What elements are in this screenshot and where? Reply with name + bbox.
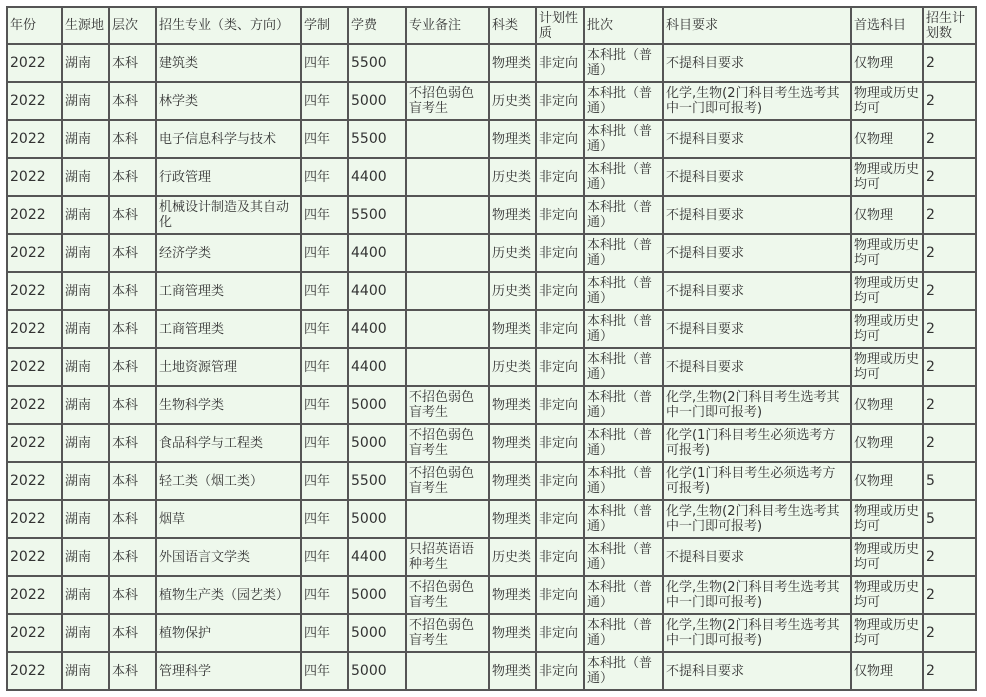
level-cell: 本科 (109, 652, 156, 690)
year-cell: 2022 (7, 234, 62, 272)
table-row (7, 82, 976, 120)
major-cell: 外国语言文学类 (156, 538, 301, 576)
header-level: 层次 (109, 7, 156, 44)
major-note-cell (406, 310, 489, 348)
duration-cell: 四年 (301, 462, 348, 500)
header-subject-requirement: 科目要求 (663, 7, 851, 44)
table-row (7, 576, 976, 614)
duration-cell: 四年 (301, 386, 348, 424)
plan-count-cell: 2 (923, 652, 976, 690)
major-cell: 经济学类 (156, 234, 301, 272)
tuition-cell: 5500 (348, 196, 406, 234)
plan-type-cell: 非定向 (536, 82, 584, 120)
level-cell: 本科 (109, 234, 156, 272)
major-note-cell (406, 348, 489, 386)
subject-requirement-cell: 化学,生物(2门科目考生选考其中一门即可报考) (663, 386, 851, 424)
plan-count-cell: 5 (923, 500, 976, 538)
duration-cell: 四年 (301, 652, 348, 690)
tuition-cell: 5000 (348, 652, 406, 690)
plan-type-cell: 非定向 (536, 44, 584, 82)
tuition-cell: 5500 (348, 44, 406, 82)
origin-cell: 湖南 (62, 424, 109, 462)
plan-type-cell: 非定向 (536, 196, 584, 234)
batch-cell: 本科批（普通） (584, 614, 663, 652)
subject-requirement-cell: 不提科目要求 (663, 196, 851, 234)
preferred-subject-cell: 仅物理 (851, 386, 923, 424)
preferred-subject-cell: 仅物理 (851, 462, 923, 500)
origin-cell: 湖南 (62, 44, 109, 82)
tuition-cell: 4400 (348, 158, 406, 196)
batch-cell: 本科批（普通） (584, 234, 663, 272)
plan-type-cell: 非定向 (536, 386, 584, 424)
header-plan-count: 招生计划数 (923, 7, 976, 44)
year-cell: 2022 (7, 348, 62, 386)
plan-type-cell: 非定向 (536, 500, 584, 538)
batch-cell: 本科批（普通） (584, 576, 663, 614)
subject-category-cell: 物理类 (489, 576, 536, 614)
header-row (7, 7, 976, 44)
preferred-subject-cell: 物理或历史均可 (851, 538, 923, 576)
level-cell: 本科 (109, 576, 156, 614)
table-row (7, 614, 976, 652)
origin-cell: 湖南 (62, 120, 109, 158)
preferred-subject-cell: 物理或历史均可 (851, 272, 923, 310)
duration-cell: 四年 (301, 234, 348, 272)
subject-requirement-cell: 化学,生物(2门科目考生选考其中一门即可报考) (663, 614, 851, 652)
subject-requirement-cell: 化学(1门科目考生必须选考方可报考) (663, 424, 851, 462)
origin-cell: 湖南 (62, 272, 109, 310)
plan-count-cell: 2 (923, 120, 976, 158)
year-cell: 2022 (7, 538, 62, 576)
plan-count-cell: 2 (923, 348, 976, 386)
subject-requirement-cell: 不提科目要求 (663, 310, 851, 348)
tuition-cell: 5000 (348, 386, 406, 424)
header-subject-category: 科类 (489, 7, 536, 44)
major-note-cell: 不招色弱色盲考生 (406, 424, 489, 462)
major-cell: 管理科学 (156, 652, 301, 690)
preferred-subject-cell: 物理或历史均可 (851, 348, 923, 386)
level-cell: 本科 (109, 158, 156, 196)
plan-count-cell: 2 (923, 538, 976, 576)
batch-cell: 本科批（普通） (584, 424, 663, 462)
major-note-cell (406, 652, 489, 690)
origin-cell: 湖南 (62, 158, 109, 196)
subject-category-cell: 物理类 (489, 462, 536, 500)
year-cell: 2022 (7, 120, 62, 158)
major-cell: 机械设计制造及其自动化 (156, 196, 301, 234)
subject-category-cell: 历史类 (489, 158, 536, 196)
level-cell: 本科 (109, 614, 156, 652)
year-cell: 2022 (7, 576, 62, 614)
subject-requirement-cell: 不提科目要求 (663, 652, 851, 690)
subject-category-cell: 历史类 (489, 538, 536, 576)
origin-cell: 湖南 (62, 82, 109, 120)
subject-requirement-cell: 不提科目要求 (663, 120, 851, 158)
origin-cell: 湖南 (62, 614, 109, 652)
tuition-cell: 4400 (348, 538, 406, 576)
origin-cell: 湖南 (62, 310, 109, 348)
subject-category-cell: 历史类 (489, 348, 536, 386)
tuition-cell: 5000 (348, 500, 406, 538)
batch-cell: 本科批（普通） (584, 652, 663, 690)
plan-type-cell: 非定向 (536, 120, 584, 158)
year-cell: 2022 (7, 462, 62, 500)
batch-cell: 本科批（普通） (584, 196, 663, 234)
level-cell: 本科 (109, 310, 156, 348)
major-cell: 工商管理类 (156, 272, 301, 310)
year-cell: 2022 (7, 196, 62, 234)
subject-requirement-cell: 化学,生物(2门科目考生选考其中一门即可报考) (663, 576, 851, 614)
plan-type-cell: 非定向 (536, 424, 584, 462)
major-cell: 土地资源管理 (156, 348, 301, 386)
level-cell: 本科 (109, 462, 156, 500)
preferred-subject-cell: 仅物理 (851, 652, 923, 690)
batch-cell: 本科批（普通） (584, 348, 663, 386)
header-year: 年份 (7, 7, 62, 44)
plan-type-cell: 非定向 (536, 538, 584, 576)
plan-count-cell: 2 (923, 44, 976, 82)
level-cell: 本科 (109, 272, 156, 310)
major-note-cell: 不招色弱色盲考生 (406, 614, 489, 652)
level-cell: 本科 (109, 386, 156, 424)
batch-cell: 本科批（普通） (584, 82, 663, 120)
year-cell: 2022 (7, 614, 62, 652)
duration-cell: 四年 (301, 500, 348, 538)
subject-category-cell: 物理类 (489, 424, 536, 462)
plan-count-cell: 2 (923, 424, 976, 462)
duration-cell: 四年 (301, 120, 348, 158)
preferred-subject-cell: 仅物理 (851, 44, 923, 82)
major-note-cell: 只招英语语种考生 (406, 538, 489, 576)
subject-category-cell: 物理类 (489, 310, 536, 348)
major-note-cell (406, 158, 489, 196)
table-row (7, 310, 976, 348)
subject-category-cell: 物理类 (489, 614, 536, 652)
duration-cell: 四年 (301, 82, 348, 120)
year-cell: 2022 (7, 310, 62, 348)
origin-cell: 湖南 (62, 234, 109, 272)
level-cell: 本科 (109, 348, 156, 386)
batch-cell: 本科批（普通） (584, 44, 663, 82)
plan-count-cell: 5 (923, 462, 976, 500)
preferred-subject-cell: 物理或历史均可 (851, 614, 923, 652)
duration-cell: 四年 (301, 576, 348, 614)
table-row (7, 386, 976, 424)
preferred-subject-cell: 物理或历史均可 (851, 310, 923, 348)
subject-requirement-cell: 不提科目要求 (663, 158, 851, 196)
origin-cell: 湖南 (62, 576, 109, 614)
origin-cell: 湖南 (62, 386, 109, 424)
batch-cell: 本科批（普通） (584, 386, 663, 424)
header-origin: 生源地 (62, 7, 109, 44)
major-note-cell (406, 234, 489, 272)
table-row (7, 462, 976, 500)
major-note-cell: 不招色弱色盲考生 (406, 462, 489, 500)
duration-cell: 四年 (301, 310, 348, 348)
plan-count-cell: 2 (923, 614, 976, 652)
major-cell: 植物保护 (156, 614, 301, 652)
year-cell: 2022 (7, 272, 62, 310)
plan-type-cell: 非定向 (536, 348, 584, 386)
duration-cell: 四年 (301, 614, 348, 652)
duration-cell: 四年 (301, 272, 348, 310)
year-cell: 2022 (7, 158, 62, 196)
table-row (7, 120, 976, 158)
header-batch: 批次 (584, 7, 663, 44)
header-preferred-subject: 首选科目 (851, 7, 923, 44)
duration-cell: 四年 (301, 158, 348, 196)
preferred-subject-cell: 物理或历史均可 (851, 234, 923, 272)
preferred-subject-cell: 物理或历史均可 (851, 158, 923, 196)
subject-category-cell: 物理类 (489, 196, 536, 234)
tuition-cell: 4400 (348, 348, 406, 386)
major-note-cell (406, 120, 489, 158)
subject-requirement-cell: 化学,生物(2门科目考生选考其中一门即可报考) (663, 82, 851, 120)
duration-cell: 四年 (301, 348, 348, 386)
subject-category-cell: 历史类 (489, 272, 536, 310)
year-cell: 2022 (7, 386, 62, 424)
year-cell: 2022 (7, 424, 62, 462)
origin-cell: 湖南 (62, 196, 109, 234)
plan-type-cell: 非定向 (536, 576, 584, 614)
subject-requirement-cell: 不提科目要求 (663, 44, 851, 82)
table-row (7, 44, 976, 82)
subject-requirement-cell: 不提科目要求 (663, 538, 851, 576)
subject-category-cell: 物理类 (489, 386, 536, 424)
tuition-cell: 5000 (348, 424, 406, 462)
subject-requirement-cell: 化学,生物(2门科目考生选考其中一门即可报考) (663, 500, 851, 538)
admissions-plan-table (6, 6, 977, 691)
preferred-subject-cell: 仅物理 (851, 424, 923, 462)
plan-count-cell: 2 (923, 272, 976, 310)
table-row (7, 158, 976, 196)
origin-cell: 湖南 (62, 348, 109, 386)
preferred-subject-cell: 物理或历史均可 (851, 500, 923, 538)
plan-type-cell: 非定向 (536, 310, 584, 348)
batch-cell: 本科批（普通） (584, 272, 663, 310)
table-row (7, 272, 976, 310)
table-row (7, 500, 976, 538)
major-note-cell: 不招色弱色盲考生 (406, 386, 489, 424)
major-note-cell: 不招色弱色盲考生 (406, 576, 489, 614)
table-row (7, 424, 976, 462)
plan-count-cell: 2 (923, 82, 976, 120)
table-row (7, 196, 976, 234)
plan-type-cell: 非定向 (536, 234, 584, 272)
major-cell: 林学类 (156, 82, 301, 120)
duration-cell: 四年 (301, 44, 348, 82)
origin-cell: 湖南 (62, 462, 109, 500)
preferred-subject-cell: 仅物理 (851, 196, 923, 234)
header-tuition: 学费 (348, 7, 406, 44)
major-note-cell (406, 196, 489, 234)
plan-type-cell: 非定向 (536, 272, 584, 310)
year-cell: 2022 (7, 82, 62, 120)
tuition-cell: 5000 (348, 614, 406, 652)
plan-type-cell: 非定向 (536, 462, 584, 500)
major-cell: 建筑类 (156, 44, 301, 82)
duration-cell: 四年 (301, 538, 348, 576)
year-cell: 2022 (7, 44, 62, 82)
major-cell: 生物科学类 (156, 386, 301, 424)
duration-cell: 四年 (301, 196, 348, 234)
plan-type-cell: 非定向 (536, 158, 584, 196)
major-cell: 烟草 (156, 500, 301, 538)
header-duration: 学制 (301, 7, 348, 44)
plan-type-cell: 非定向 (536, 614, 584, 652)
subject-category-cell: 物理类 (489, 44, 536, 82)
tuition-cell: 5500 (348, 120, 406, 158)
plan-type-cell: 非定向 (536, 652, 584, 690)
batch-cell: 本科批（普通） (584, 500, 663, 538)
major-cell: 食品科学与工程类 (156, 424, 301, 462)
tuition-cell: 5500 (348, 462, 406, 500)
tuition-cell: 4400 (348, 272, 406, 310)
plan-count-cell: 2 (923, 386, 976, 424)
header-major-note: 专业备注 (406, 7, 489, 44)
year-cell: 2022 (7, 500, 62, 538)
subject-category-cell: 历史类 (489, 234, 536, 272)
batch-cell: 本科批（普通） (584, 538, 663, 576)
level-cell: 本科 (109, 196, 156, 234)
subject-requirement-cell: 不提科目要求 (663, 272, 851, 310)
major-note-cell (406, 272, 489, 310)
level-cell: 本科 (109, 120, 156, 158)
subject-requirement-cell: 不提科目要求 (663, 234, 851, 272)
major-note-cell (406, 500, 489, 538)
major-cell: 电子信息科学与技术 (156, 120, 301, 158)
major-note-cell (406, 44, 489, 82)
plan-count-cell: 2 (923, 158, 976, 196)
header-major: 招生专业（类、方向） (156, 7, 301, 44)
table-row (7, 348, 976, 386)
table-row (7, 234, 976, 272)
level-cell: 本科 (109, 44, 156, 82)
plan-count-cell: 2 (923, 576, 976, 614)
subject-requirement-cell: 化学(1门科目考生必须选考方可报考) (663, 462, 851, 500)
level-cell: 本科 (109, 500, 156, 538)
origin-cell: 湖南 (62, 652, 109, 690)
table-row (7, 652, 976, 690)
subject-category-cell: 历史类 (489, 82, 536, 120)
preferred-subject-cell: 物理或历史均可 (851, 82, 923, 120)
origin-cell: 湖南 (62, 538, 109, 576)
major-cell: 工商管理类 (156, 310, 301, 348)
preferred-subject-cell: 物理或历史均可 (851, 576, 923, 614)
subject-category-cell: 物理类 (489, 120, 536, 158)
major-cell: 行政管理 (156, 158, 301, 196)
header-plan-type: 计划性质 (536, 7, 584, 44)
tuition-cell: 4400 (348, 234, 406, 272)
major-cell: 植物生产类（园艺类） (156, 576, 301, 614)
batch-cell: 本科批（普通） (584, 120, 663, 158)
plan-count-cell: 2 (923, 310, 976, 348)
subject-requirement-cell: 不提科目要求 (663, 348, 851, 386)
year-cell: 2022 (7, 652, 62, 690)
tuition-cell: 5000 (348, 576, 406, 614)
preferred-subject-cell: 仅物理 (851, 120, 923, 158)
duration-cell: 四年 (301, 424, 348, 462)
tuition-cell: 4400 (348, 310, 406, 348)
subject-category-cell: 物理类 (489, 652, 536, 690)
plan-count-cell: 2 (923, 234, 976, 272)
batch-cell: 本科批（普通） (584, 462, 663, 500)
level-cell: 本科 (109, 82, 156, 120)
subject-category-cell: 物理类 (489, 500, 536, 538)
batch-cell: 本科批（普通） (584, 158, 663, 196)
major-cell: 轻工类（烟工类） (156, 462, 301, 500)
level-cell: 本科 (109, 538, 156, 576)
origin-cell: 湖南 (62, 500, 109, 538)
plan-count-cell: 2 (923, 196, 976, 234)
table-row (7, 538, 976, 576)
level-cell: 本科 (109, 424, 156, 462)
major-note-cell: 不招色弱色盲考生 (406, 82, 489, 120)
tuition-cell: 5000 (348, 82, 406, 120)
batch-cell: 本科批（普通） (584, 310, 663, 348)
